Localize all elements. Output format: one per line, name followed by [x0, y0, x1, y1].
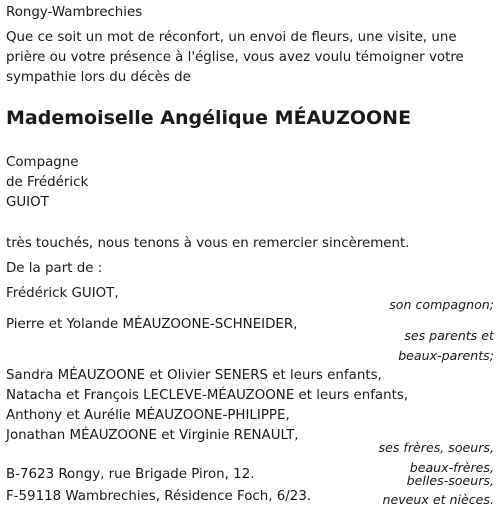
siblings-relation-1: ses frères, soeurs,	[378, 440, 494, 455]
from-label: De la part de :	[6, 261, 103, 276]
siblings-relation-2: beaux-frères,	[409, 460, 494, 475]
intro-line-3: sympathie lors du décès de	[6, 70, 191, 85]
sibling-line-2: Natacha et François LECLEVE-MÉAUZOONE et leurs enfants,	[6, 388, 409, 403]
sibling-line-4: Jonathan MÉAUZOONE et Virginie RENAULT,	[6, 428, 299, 443]
deceased-name: Mademoiselle Angélique MÉAUZOONE	[6, 107, 412, 129]
address-line-2: F-59118 Wambrechies, Résidence Foch, 6/23.	[6, 489, 312, 504]
companion-name: Frédérick GUIOT,	[6, 286, 119, 301]
parents-name: Pierre et Yolande MÉAUZOONE-SCHNEIDER,	[6, 317, 298, 332]
companion-relation: son compagnon;	[389, 297, 494, 312]
parents-relation-2: beaux-parents;	[398, 348, 494, 363]
thanks-text: très touchés, nous tenons à vous en remercier sincèrement.	[6, 236, 410, 251]
intro-line-2: prière ou votre présence à l'église, vous avez voulu témoigner votre	[6, 50, 464, 65]
sibling-line-3: Anthony et Aurélie MÉAUZOONE-PHILIPPE,	[6, 408, 290, 423]
companion-line-1: Compagne	[6, 155, 79, 170]
companion-line-2: de Frédérick	[6, 175, 89, 190]
address-line-1: B-7623 Rongy, rue Brigade Piron, 12.	[6, 467, 255, 482]
companion-line-3: GUIOT	[6, 195, 49, 210]
siblings-relation-3: belles-soeurs,	[406, 473, 494, 488]
location: Rongy-Wambrechies	[6, 5, 143, 20]
siblings-relation-4: neveux et nièces.	[382, 492, 494, 507]
sibling-line-1: Sandra MÉAUZOONE et Olivier SENERS et leurs enfants,	[6, 368, 382, 383]
parents-relation-1: ses parents et	[404, 328, 494, 343]
intro-line-1: Que ce soit un mot de réconfort, un envoi de fleurs, une visite, une	[6, 30, 457, 45]
